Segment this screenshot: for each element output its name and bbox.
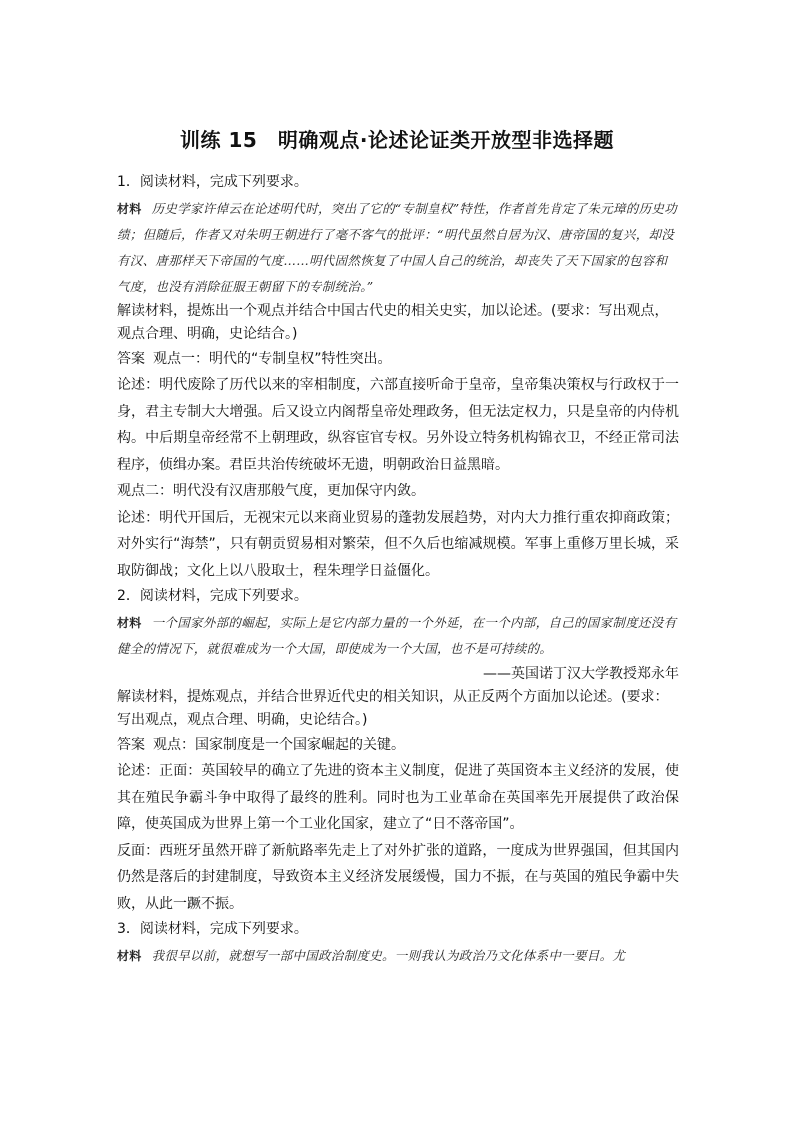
answer-line <box>117 732 679 758</box>
material-tag: 材料 <box>117 616 142 630</box>
answer-tag: 答案 <box>117 351 145 367</box>
material-tag: 材料 <box>117 202 142 216</box>
material-text: 我很早以前，就想写一部中国政治制度史。一则我认为政治乃文化体系中一要目。尤 <box>151 948 626 963</box>
answer-lead: 观点：国家制度是一个国家崛起的关键。 <box>153 737 405 753</box>
question-prompt: 2．阅读材料，完成下列要求。 <box>117 588 308 604</box>
material-source: ——英国诺丁汉大学教授郑永年 <box>483 666 679 682</box>
material-block <box>117 943 679 969</box>
answer-paragraph: 论述：明代废除了历代以来的宰相制度，六部直接听命于皇帝，皇帝集决策权与行政权于一身，君主专制大大增强。后又设立内阁帮皇帝处理政务，但无法定权力，只是皇帝的内侍机构。中后期皇帝经常不上朝理政，纵容宦官专权。另外设立特务机构锦衣卫，不经正常司法程序，侦缉办案。君臣共治传统破坏无遗，明朝政治日益黑暗。 <box>117 377 679 473</box>
question-3 <box>117 917 679 969</box>
material-block <box>117 196 679 300</box>
answer-paragraph: 观点二：明代没有汉唐那般气度，更加保守内敛。 <box>117 483 425 499</box>
answer-lead: 观点一：明代的“专制皇权”特性突出。 <box>153 351 392 367</box>
page-title: 训练 15 明确观点·论述论证类开放型非选择题 <box>180 128 614 152</box>
question-prompt: 3．阅读材料，完成下列要求。 <box>117 921 308 937</box>
question-requirement: 解读材料，提炼出一个观点并结合中国古代史的相关史实，加以论述。(要求：写出观点，观点合理、明确，史论结合。) <box>117 303 669 342</box>
material-tag: 材料 <box>117 949 142 963</box>
answer-paragraph: 论述：明代开国后，无视宋元以来商业贸易的蓬勃发展趋势，对内大力推行重农抑商政策；对外实行“海禁”，只有朝贡贸易相对繁荣，但不久后也缩减规模。军事上重修万里长城，采取防御战；文化上以八股取士，程朱理学日益僵化。 <box>117 509 679 579</box>
question-requirement: 解读材料，提炼观点，并结合世界近代史的相关知识，从正反两个方面加以论述。(要求：写出观点，观点合理、明确，史论结合。) <box>117 689 669 728</box>
question-2 <box>117 584 679 917</box>
material-text: 历史学家许倬云在论述明代时，突出了它的“专制皇权”特性，作者首先肯定了朱元璋的历史功绩；但随后，作者又对朱明王朝进行了毫不客气的批评：“明代虽然自居为汉、唐帝国的复兴，却没有汉、唐那样天下帝国的气度……明代固然恢复了中国人自己的统治，却丧失了天下国家的包容和气度，也没有消除征服王朝留下的专制统治。” <box>117 201 677 294</box>
material-text: 一个国家外部的崛起，实际上是它内部力量的一个外延，在一个内部，自己的国家制度还没有健全的情况下，就很难成为一个大国，即使成为一个大国，也不是可持续的。 <box>117 615 677 656</box>
answer-tag: 答案 <box>117 737 145 753</box>
answer-line <box>117 346 679 372</box>
answer-paragraph: 论述：正面：英国较早的确立了先进的资本主义制度，促进了英国资本主义经济的发展，使其在殖民争霸斗争中取得了最终的胜利。同时也为工业革命在英国率先开展提供了政治保障，使英国成为世界上第一个工业化国家，建立了“日不落帝国”。 <box>117 763 679 832</box>
material-block <box>117 610 679 662</box>
question-1 <box>117 170 679 584</box>
question-prompt: 1．阅读材料，完成下列要求。 <box>117 174 308 190</box>
document-body <box>117 170 679 969</box>
answer-paragraph: 反面：西班牙虽然开辟了新航路率先走上了对外扩张的道路，一度成为世界强国，但其国内仍然是落后的封建制度，导致资本主义经济发展缓慢，国力不振，在与英国的殖民争霸中失败，从此一蹶不振。 <box>117 842 679 912</box>
